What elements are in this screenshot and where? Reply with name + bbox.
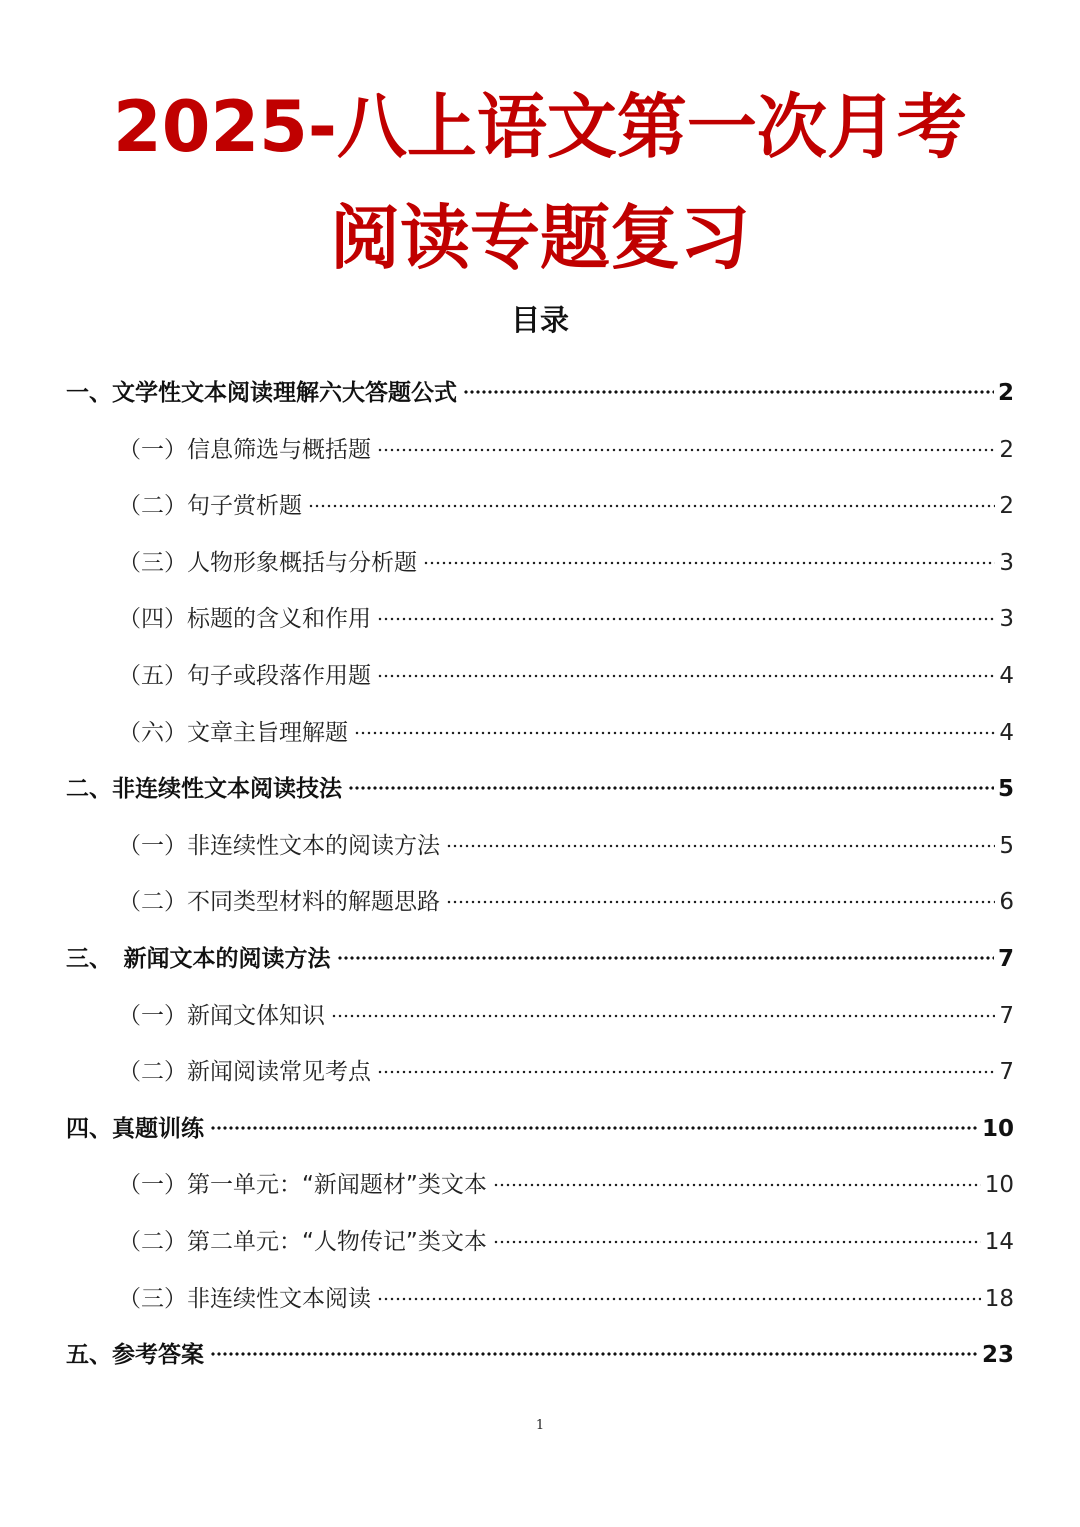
toc-dot-leader [423, 534, 995, 570]
toc-entry-subsection[interactable] [118, 1043, 1014, 1086]
toc-entry-subsection[interactable] [118, 421, 1014, 463]
toc-entry-subsection[interactable] [118, 1213, 1014, 1255]
toc-entry-section[interactable] [66, 760, 1014, 803]
toc-entry-section[interactable] [66, 1100, 1014, 1142]
toc-entry-section[interactable] [66, 364, 1014, 406]
toc-dot-leader [493, 1213, 981, 1249]
toc-entry-subsection[interactable] [118, 647, 1014, 689]
toc-entry-label: 三、 新闻文本的阅读方法 [66, 946, 331, 972]
toc-entry-page-number: 2 [999, 436, 1014, 463]
toc-entry-page-number: 6 [999, 889, 1014, 916]
toc-dot-leader [377, 647, 995, 683]
toc-entry-page-number: 3 [999, 549, 1014, 576]
toc-dot-leader [377, 590, 995, 626]
toc-entry-page-number: 3 [999, 606, 1014, 633]
toc-entry-label: 五、参考答案 [66, 1342, 204, 1369]
toc-entry-label: （二）句子赏析题 [118, 493, 302, 520]
toc-entry-label: 二、非连续性文本阅读技法 [66, 776, 342, 803]
toc-entry-page-number: 10 [981, 1115, 1014, 1142]
toc-dot-leader [210, 1326, 978, 1362]
toc-entry-section[interactable] [66, 1326, 1014, 1369]
toc-entry-label: （一）非连续性文本的阅读方法 [118, 832, 440, 859]
toc-dot-leader [377, 1270, 981, 1306]
toc-entry-subsection[interactable] [118, 873, 1014, 916]
document-subtitle: 阅读专题复习 [330, 197, 750, 279]
toc-entry-label: （三）人物形象概括与分析题 [118, 549, 417, 576]
toc-dot-leader [337, 930, 994, 966]
toc-entry-subsection[interactable] [118, 534, 1014, 576]
toc-entry-label: （二）新闻阅读常见考点 [118, 1059, 371, 1086]
toc-entry-label: （四）标题的含义和作用 [118, 606, 371, 633]
toc-dot-leader [210, 1100, 978, 1136]
toc-entry-page-number: 5 [999, 832, 1014, 859]
toc-entry-page-number: 2 [997, 380, 1014, 406]
toc-dot-leader [377, 421, 995, 457]
toc-entry-subsection[interactable] [118, 704, 1014, 746]
toc-entry-page-number: 4 [999, 663, 1014, 689]
toc-entry-subsection[interactable] [118, 1156, 1014, 1199]
toc-entry-label: （二）不同类型材料的解题思路 [118, 889, 440, 916]
toc-dot-leader [308, 477, 995, 513]
toc-entry-subsection[interactable] [118, 477, 1014, 520]
toc-entry-page-number: 2 [999, 493, 1014, 520]
toc-entry-label: 四、真题训练 [66, 1115, 204, 1142]
toc-entry-label: （三）非连续性文本阅读 [118, 1285, 371, 1312]
toc-entry-label: （五）句子或段落作用题 [118, 663, 371, 689]
toc-entry-label: 一、文学性文本阅读理解六大答题公式 [66, 380, 457, 406]
toc-entry-page-number: 18 [984, 1285, 1014, 1312]
toc-entry-label: （一）信息筛选与概括题 [118, 436, 371, 463]
toc-entry-page-number: 10 [984, 1172, 1014, 1199]
toc-entry-label: （二）第二单元：“人物传记”类文本 [118, 1229, 487, 1255]
toc-entry-subsection[interactable] [118, 590, 1014, 633]
toc-dot-leader [331, 987, 995, 1023]
toc-entry-subsection[interactable] [118, 987, 1014, 1029]
toc-dot-leader [446, 873, 995, 909]
toc-entry-subsection[interactable] [118, 1270, 1014, 1312]
toc-entry-page-number: 7 [999, 1002, 1014, 1029]
toc-entry-page-number: 7 [997, 946, 1014, 972]
toc-entry-section[interactable] [66, 930, 1014, 972]
toc-entry-label: （一）新闻文体知识 [118, 1002, 325, 1029]
toc-entry-page-number: 5 [997, 776, 1014, 803]
toc-dot-leader [377, 1043, 995, 1079]
toc-entry-page-number: 7 [999, 1059, 1014, 1086]
toc-entry-page-number: 23 [981, 1342, 1014, 1369]
toc-entry-page-number: 4 [999, 719, 1014, 746]
toc-entry-label: （六）文章主旨理解题 [118, 719, 348, 746]
document-title: 2025-八上语文第一次月考 [113, 86, 967, 168]
toc-dot-leader [493, 1156, 981, 1192]
toc-entry-page-number: 14 [984, 1229, 1014, 1255]
toc-dot-leader [348, 760, 994, 796]
toc-entry-label: （一）第一单元：“新闻题材”类文本 [118, 1172, 487, 1199]
toc-dot-leader [463, 364, 994, 400]
toc-entry-subsection[interactable] [118, 817, 1014, 859]
toc-dot-leader [354, 704, 995, 740]
toc-dot-leader [446, 817, 995, 853]
page-number: 1 [535, 1418, 545, 1433]
toc-heading: 目录 [510, 303, 569, 337]
